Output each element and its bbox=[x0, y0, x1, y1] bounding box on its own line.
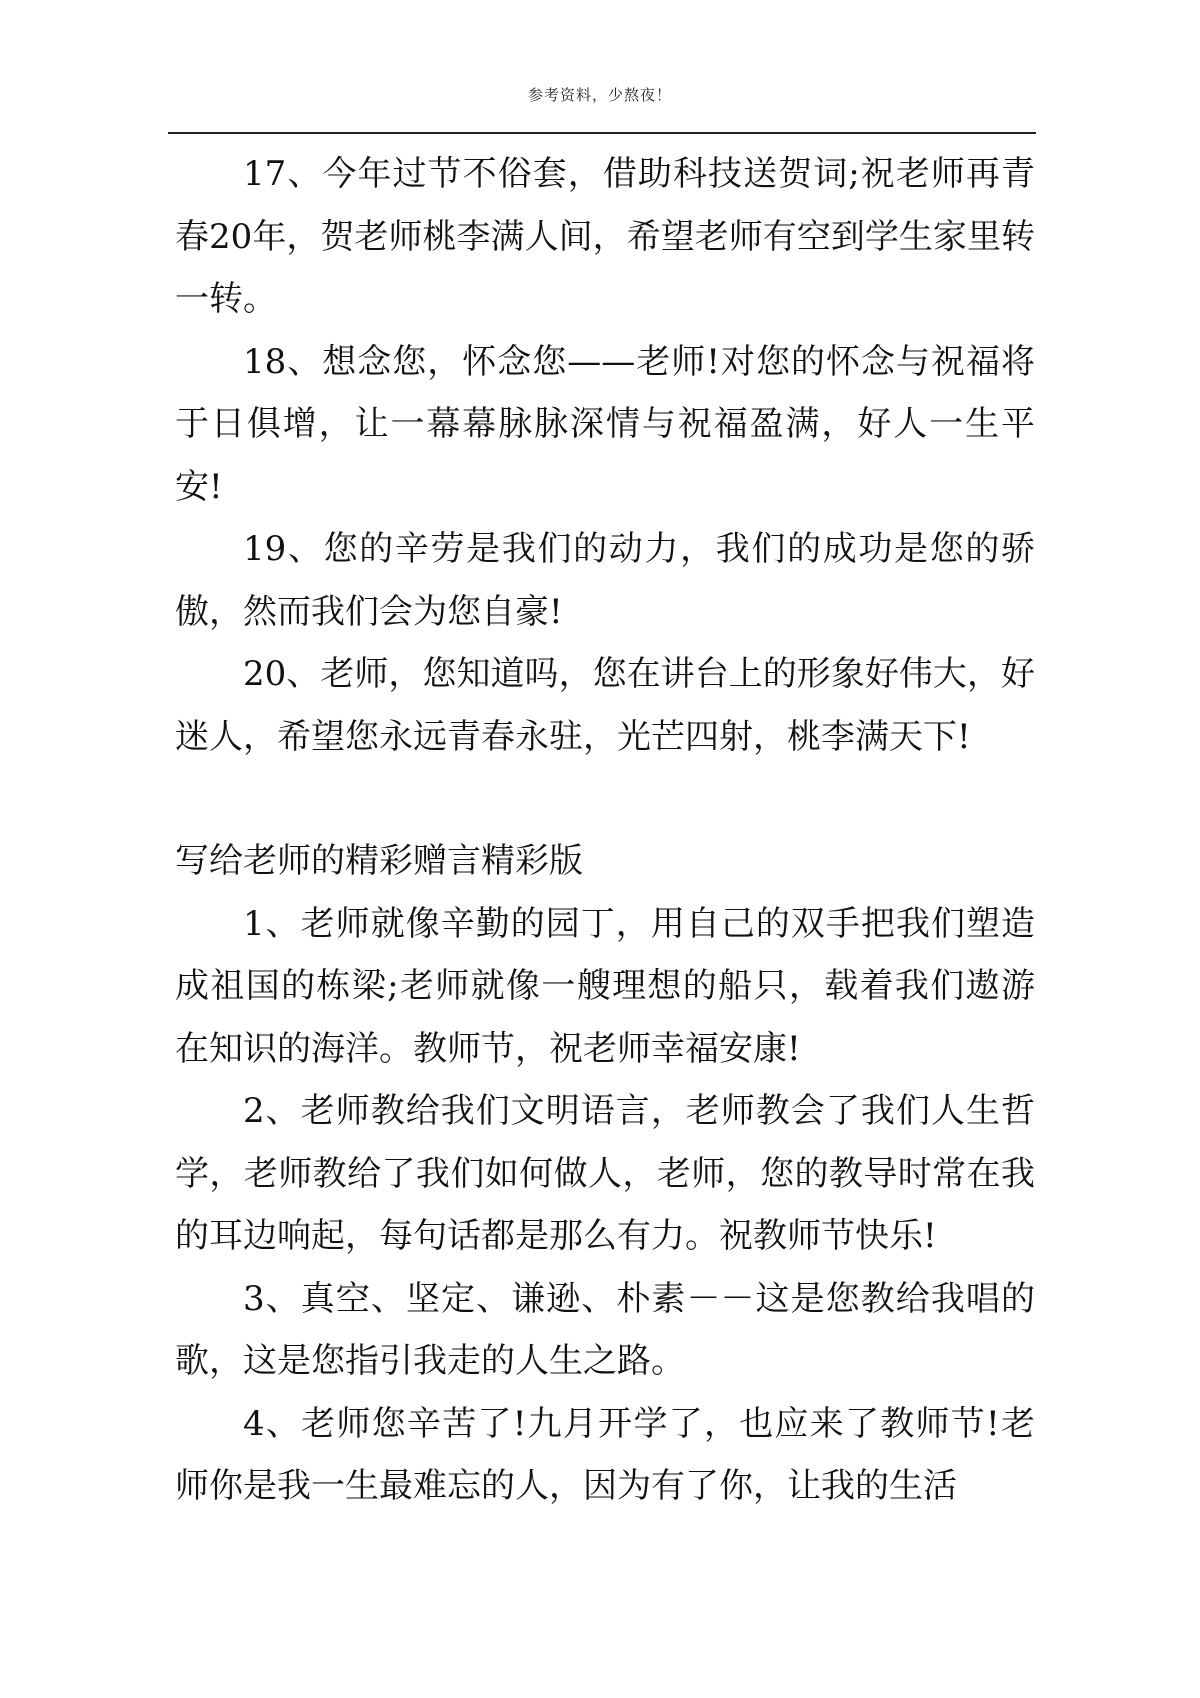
paragraph-18: 18、想念您，怀念您——老师!对您的怀念与祝福将于日俱增，让一幕幕脉脉深情与祝福盈满，好人一生平安! bbox=[175, 341, 1035, 507]
section-heading: 写给老师的精彩赠言精彩版 bbox=[175, 841, 583, 881]
section-spacer bbox=[175, 768, 1035, 830]
paragraph-17: 17、今年过节不俗套，借助科技送贺词;祝老师再青春20年，贺老师桃李满人间，希望老师有空到学生家里转一转。 bbox=[175, 154, 1035, 319]
document-body bbox=[175, 143, 1035, 1518]
paragraph-19: 19、您的辛劳是我们的动力，我们的成功是您的骄傲，然而我们会为您自豪! bbox=[175, 529, 1035, 632]
paragraph-1: 1、老师就像辛勤的园丁，用自己的双手把我们塑造成祖国的栋梁;老师就像一艘理想的船只，载着我们遨游在知识的海洋。教师节，祝老师幸福安康! bbox=[175, 903, 1035, 1069]
paragraph-3: 3、真空、坚定、谦逊、朴素－－这是您教给我唱的歌，这是您指引我走的人生之路。 bbox=[175, 1278, 1035, 1381]
page-header-text: 参考资料，少熬夜！ bbox=[527, 86, 672, 104]
paragraph-2: 2、老师教给我们文明语言，老师教会了我们人生哲学，老师教给了我们如何做人，老师，您的教导时常在我的耳边响起，每句话都是那么有力。祝教师节快乐! bbox=[175, 1091, 1035, 1256]
paragraph-20: 20、老师，您知道吗，您在讲台上的形象好伟大，好迷人，希望您永远青春永驻，光芒四射，桃李满天下! bbox=[175, 654, 1035, 757]
header-divider bbox=[168, 132, 1036, 134]
paragraph-4: 4、老师您辛苦了!九月开学了，也应来了教师节!老师你是我一生最难忘的人，因为有了你，让我的生活 bbox=[175, 1403, 1035, 1506]
